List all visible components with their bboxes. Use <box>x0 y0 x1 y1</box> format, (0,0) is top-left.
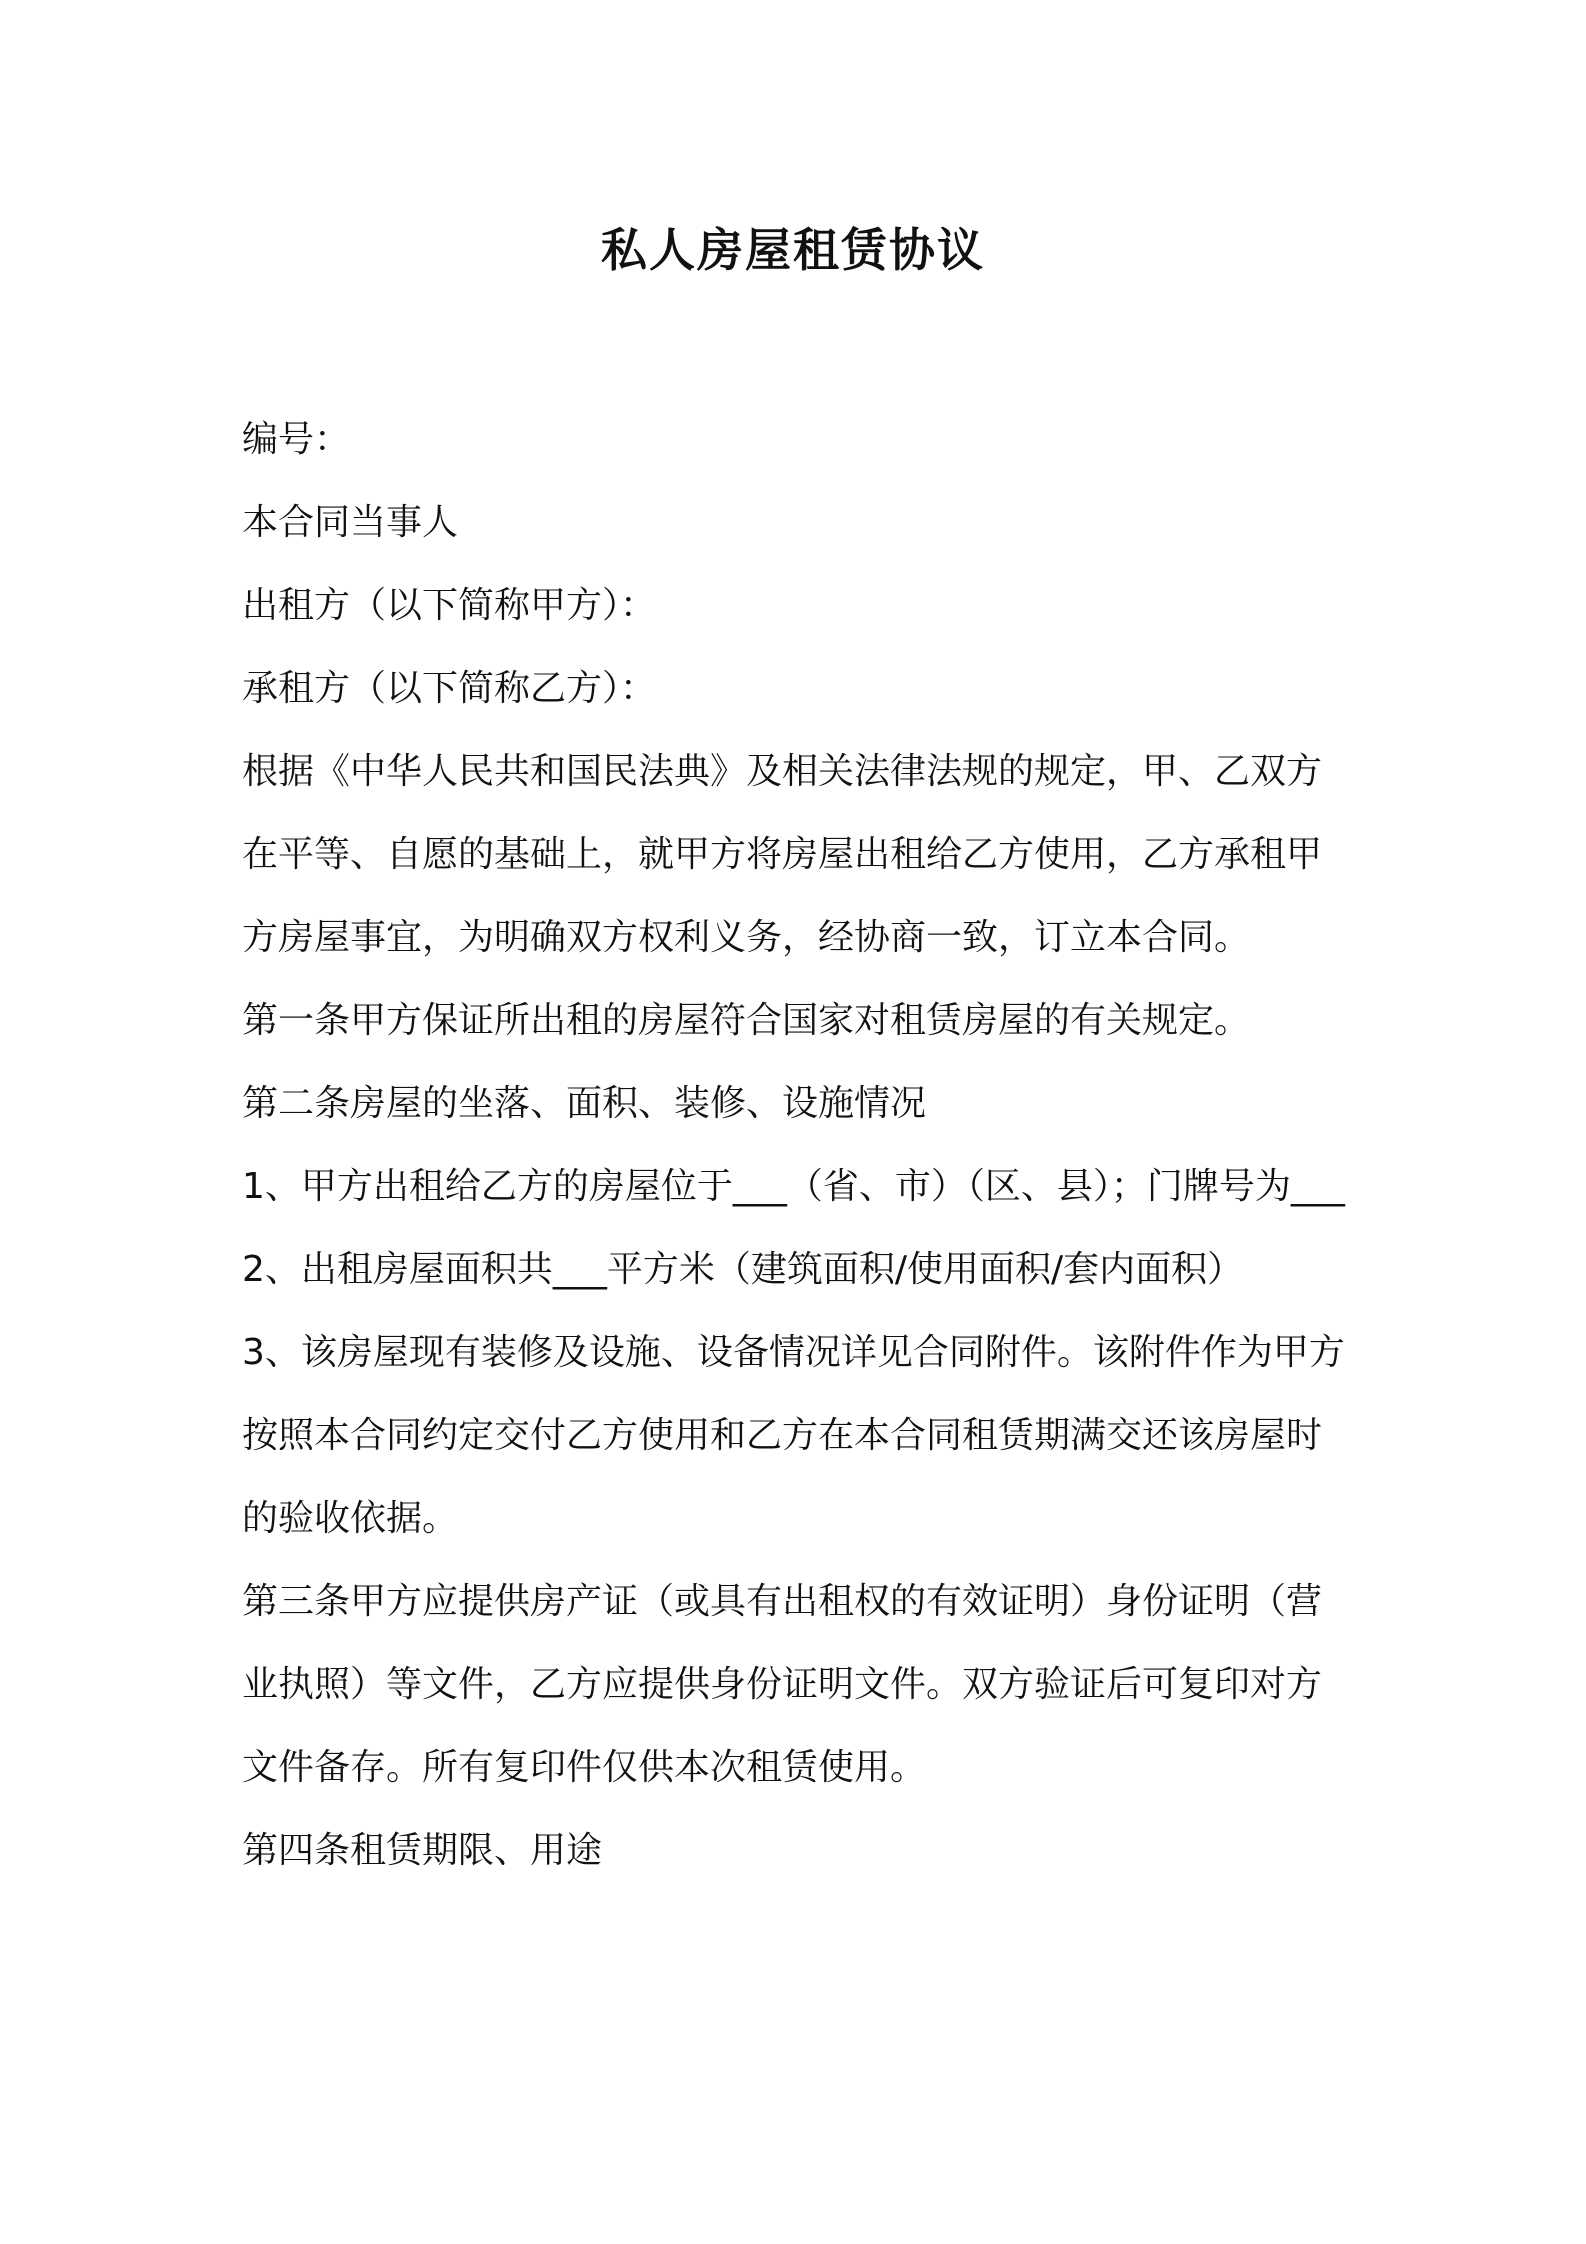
contract-number-line: 编号： <box>242 419 351 460</box>
lessee-line: 承租方（以下简称乙方）： <box>242 668 657 709</box>
article-4-heading: 第四条租赁期限、用途 <box>242 1830 603 1871</box>
preamble-paragraph: 根据《中华人民共和国民法典》及相关法律法规的规定，甲、乙双方在平等、自愿的基础上，就甲方将房屋出租给乙方使用，乙方承租甲方房屋事宜，为明确双方权利义务，经协商一致，订立本合同。 <box>242 751 1323 958</box>
article-2-heading: 第二条房屋的坐落、面积、装修、设施情况 <box>242 1083 927 1124</box>
article-3: 第三条甲方应提供房产证（或具有出租权的有效证明）身份证明（营业执照）等文件，乙方应提供身份证明文件。双方验证后可复印对方文件备存。所有复印件仅供本次租赁使用。 <box>242 1581 1323 1788</box>
article-2-item-3: 3、该房屋现有装修及设施、设备情况详见合同附件。该附件作为甲方按照本合同约定交付乙方使用和乙方在本合同租赁期满交还该房屋时的验收依据。 <box>242 1332 1345 1539</box>
article-1: 第一条甲方保证所出租的房屋符合国家对租赁房屋的有关规定。 <box>242 1000 1251 1041</box>
document-body <box>242 398 1352 1892</box>
lessor-line: 出租方（以下简称甲方）： <box>242 585 657 626</box>
article-2-item-2: 2、出租房屋面积共___平方米（建筑面积/使用面积/套内面积） <box>242 1249 1244 1290</box>
document-title: 私人房屋租赁协议 <box>601 223 985 277</box>
article-2-item-1: 1、甲方出租给乙方的房屋位于___（省、市）（区、县）；门牌号为___ <box>242 1166 1345 1207</box>
parties-heading: 本合同当事人 <box>242 502 459 543</box>
